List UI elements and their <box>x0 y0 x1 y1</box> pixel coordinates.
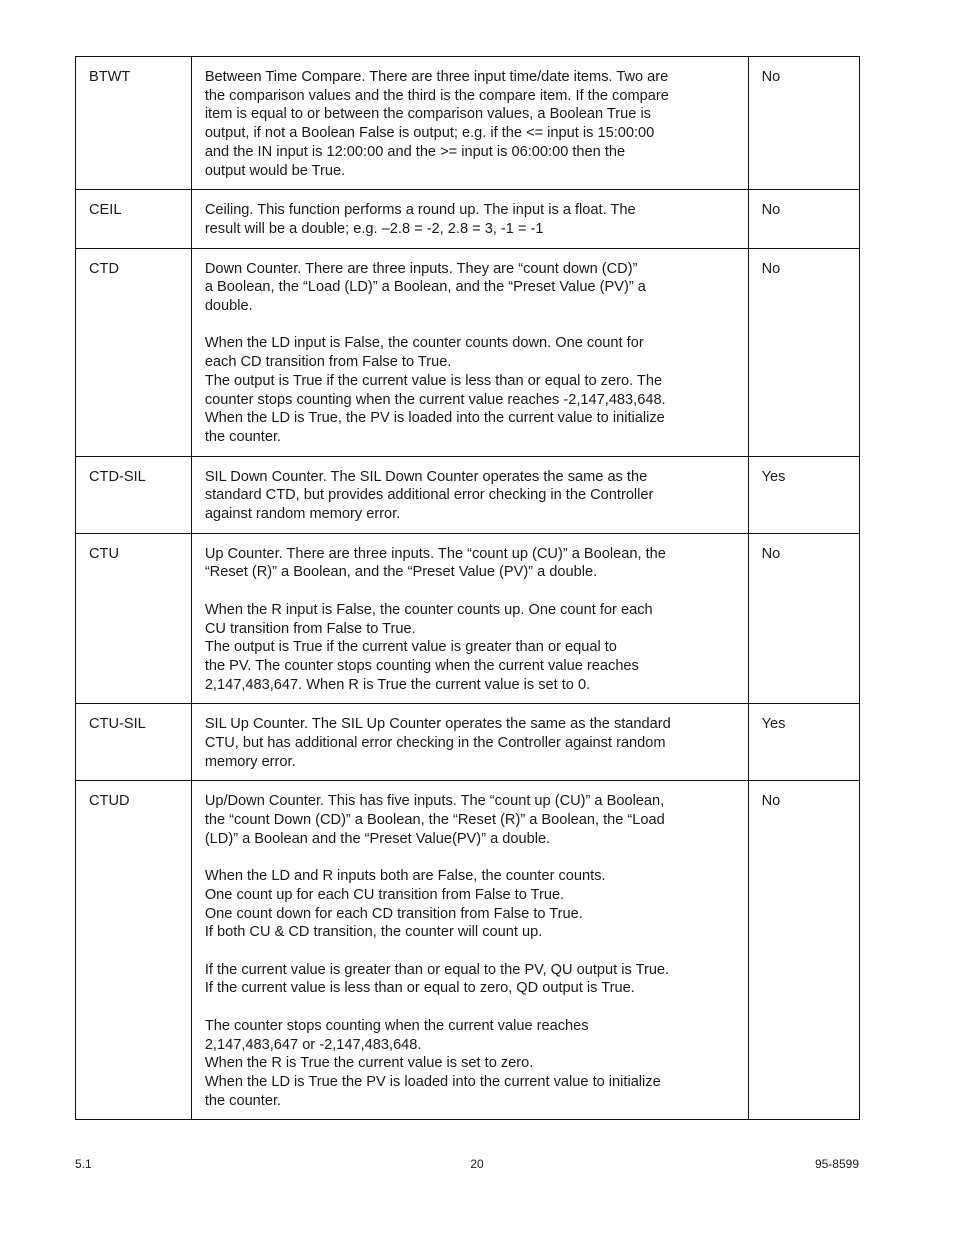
table-row <box>76 248 860 456</box>
function-name-cell: CTD <box>76 248 192 456</box>
function-name-cell: CEIL <box>76 190 192 248</box>
table-row <box>76 781 860 1120</box>
function-description-cell <box>191 533 748 704</box>
table-row <box>76 456 860 533</box>
table-row <box>76 57 860 190</box>
function-name-cell: CTUD <box>76 781 192 1120</box>
description-paragraph: Ceiling. This function performs a round up. The input is a float. The result will be a double; e.g. –2.8 = -2, 2.8 = 3, -1 = -1 <box>204 202 636 237</box>
function-description-cell <box>191 704 748 781</box>
function-name-cell: CTU-SIL <box>76 704 192 781</box>
function-description-cell <box>191 456 748 533</box>
sil-cell: No <box>748 57 859 190</box>
sil-cell: Yes <box>748 456 859 533</box>
description-paragraph: When the R input is False, the counter counts up. One count for each CU transition from False to True. The output is True if the current value is greater than or equal to the PV. The counter stops counting when the current value reaches 2,147,483,647. When R is True the current value is set to 0. <box>204 601 653 693</box>
function-table <box>75 56 860 1120</box>
description-paragraph: When the LD and R inputs both are False, the counter counts. One count up for each CU transition from False to True. One count down for each CD transition from False to True. If both CU & CD transition, the counter will count up. <box>204 868 606 941</box>
description-paragraph: Up Counter. There are three inputs. The “count up (CU)” a Boolean, the “Reset (R)” a Boolean, and the “Preset Value (PV)” a double. <box>204 545 666 581</box>
description-paragraph: Down Counter. There are three inputs. They are “count down (CD)” a Boolean, the “Load (LD)” a Boolean, and the “Preset Value (PV)” a double. <box>204 260 646 315</box>
function-description-cell <box>191 781 748 1120</box>
function-description-cell <box>191 57 748 190</box>
table-row <box>76 704 860 781</box>
function-description-cell <box>191 248 748 456</box>
footer-document-number: 95-8599 <box>814 1157 859 1171</box>
description-paragraph: SIL Down Counter. The SIL Down Counter operates the same as the standard CTD, but provides additional error checking in the Controller against random memory error. <box>204 468 654 523</box>
sil-cell: No <box>748 248 859 456</box>
sil-cell: No <box>748 781 859 1120</box>
description-paragraph: When the LD input is False, the counter counts down. One count for each CD transition from False to True. The output is True if the current value is less than or equal to zero. The counter stops counting when the current value reaches -2,147,483,648. When the LD is True, the PV is loaded into the current value to initialize the counter. <box>204 335 666 445</box>
function-description-cell <box>191 190 748 248</box>
footer-version: 5.1 <box>75 1157 92 1171</box>
sil-cell: No <box>748 190 859 248</box>
function-name-cell: CTD-SIL <box>76 456 192 533</box>
description-paragraph: If the current value is greater than or equal to the PV, QU output is True. If the current value is less than or equal to zero, QD output is True. <box>204 961 670 997</box>
sil-cell: No <box>748 533 859 704</box>
footer-page-number: 20 <box>470 1157 484 1171</box>
description-paragraph: Between Time Compare. There are three input time/date items. Two are the comparison values and the third is the compare item. If the compare item is equal to or between the comparison values, a Boolean True is output, if not a Boolean False is output; e.g. if the <= input is 15:00:00 and the IN input is 12:00:00 and the >= input is 06:00:00 then the output would be True. <box>204 69 669 179</box>
function-table-body <box>76 57 860 1120</box>
function-name-cell: CTU <box>76 533 192 704</box>
description-paragraph: Up/Down Counter. This has five inputs. The “count up (CU)” a Boolean, the “count Down (CD)” a Boolean, the “Reset (R)” a Boolean, the “Load (LD)” a Boolean and the “Preset Value(PV)” a double. <box>204 793 665 847</box>
table-row <box>76 533 860 704</box>
description-paragraph: The counter stops counting when the current value reaches 2,147,483,647 or -2,147,483,648. When the R is True the current value is set to zero. When the LD is True the PV is loaded into the current value to initialize the counter. <box>204 1017 661 1109</box>
description-paragraph: SIL Up Counter. The SIL Up Counter operates the same as the standard CTU, but has additional error checking in the Controller against random memory error. <box>204 716 671 770</box>
function-name-cell: BTWT <box>76 57 192 190</box>
table-row <box>76 190 860 248</box>
sil-cell: Yes <box>748 704 859 781</box>
